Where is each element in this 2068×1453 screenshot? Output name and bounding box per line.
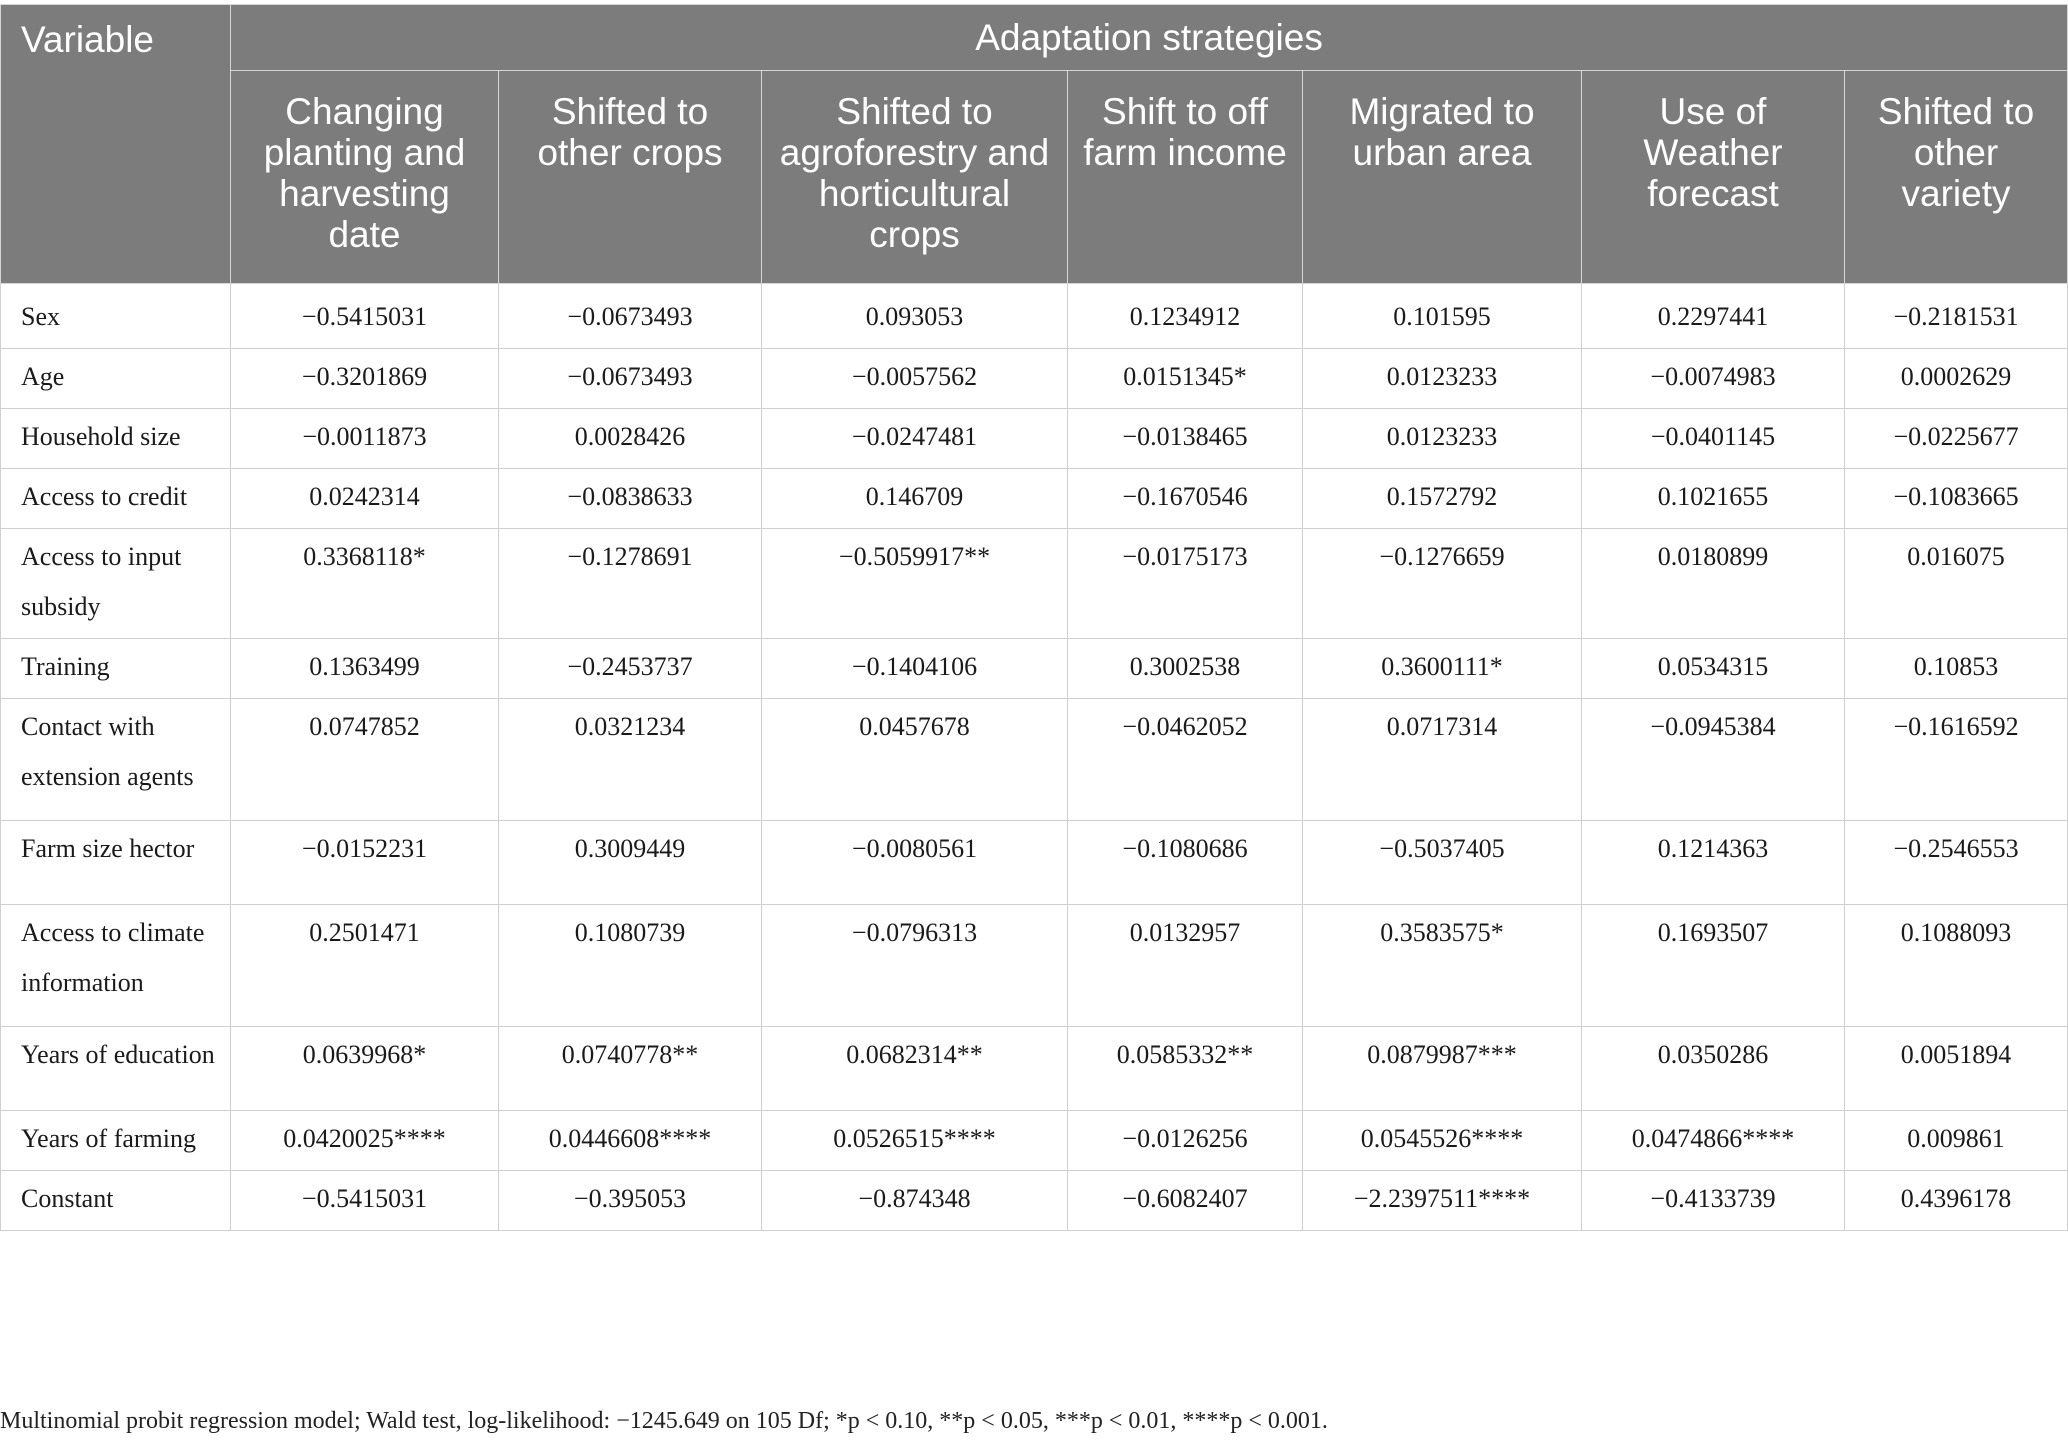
- column-header: Shifted to other variety: [1845, 71, 2068, 284]
- row-label: Age: [1, 349, 231, 409]
- table-cell: 0.3583575*: [1303, 905, 1582, 1027]
- table-cell: −0.0011873: [231, 409, 499, 469]
- column-header: Migrated to urban area: [1303, 71, 1582, 284]
- table-cell: 0.4396178: [1845, 1171, 2068, 1231]
- table-cell: −0.3201869: [231, 349, 499, 409]
- row-label: Farm size hector: [1, 821, 231, 905]
- table-cell: 0.0151345*: [1068, 349, 1303, 409]
- table-cell: −0.5059917**: [762, 529, 1068, 639]
- column-header: Use of Weather forecast: [1582, 71, 1845, 284]
- table-cell: −0.0401145: [1582, 409, 1845, 469]
- table-row: [1, 284, 2068, 349]
- table-cell: 0.0446608****: [499, 1111, 762, 1171]
- table-cell: 0.0420025****: [231, 1111, 499, 1171]
- table-cell: −2.2397511****: [1303, 1171, 1582, 1231]
- row-label: Constant: [1, 1171, 231, 1231]
- table-cell: −0.2181531: [1845, 284, 2068, 349]
- row-label: Training: [1, 639, 231, 699]
- table-cell: 0.10853: [1845, 639, 2068, 699]
- table-cell: −0.0080561: [762, 821, 1068, 905]
- table-cell: −0.5415031: [231, 1171, 499, 1231]
- row-label: Access to credit: [1, 469, 231, 529]
- table-cell: −0.0247481: [762, 409, 1068, 469]
- table-body: [1, 284, 2068, 1231]
- table-cell: −0.4133739: [1582, 1171, 1845, 1231]
- column-header: Changing planting and harvesting date: [231, 71, 499, 284]
- table-cell: −0.0945384: [1582, 699, 1845, 821]
- table-row: [1, 409, 2068, 469]
- table-row: [1, 469, 2068, 529]
- table-cell: 0.0585332**: [1068, 1027, 1303, 1111]
- variable-header: Variable: [1, 5, 231, 284]
- table-cell: −0.0138465: [1068, 409, 1303, 469]
- table-cell: 0.0879987***: [1303, 1027, 1582, 1111]
- table-row: [1, 905, 2068, 1027]
- table-cell: 0.2297441: [1582, 284, 1845, 349]
- table-row: [1, 699, 2068, 821]
- table-cell: 0.0132957: [1068, 905, 1303, 1027]
- table-cell: −0.0126256: [1068, 1111, 1303, 1171]
- table-cell: −0.1080686: [1068, 821, 1303, 905]
- table-cell: −0.2453737: [499, 639, 762, 699]
- table-cell: −0.2546553: [1845, 821, 2068, 905]
- table-cell: −0.5037405: [1303, 821, 1582, 905]
- table-cell: −0.0152231: [231, 821, 499, 905]
- table-cell: 0.2501471: [231, 905, 499, 1027]
- table-cell: 0.0740778**: [499, 1027, 762, 1111]
- table-cell: 0.0457678: [762, 699, 1068, 821]
- table-cell: 0.0123233: [1303, 409, 1582, 469]
- table-cell: 0.1363499: [231, 639, 499, 699]
- table-cell: 0.0526515****: [762, 1111, 1068, 1171]
- table-cell: 0.009861: [1845, 1111, 2068, 1171]
- table-row: [1, 1171, 2068, 1231]
- table-row: [1, 821, 2068, 905]
- row-label: Access to input subsidy: [1, 529, 231, 639]
- table-cell: 0.0534315: [1582, 639, 1845, 699]
- row-label: Access to climate information: [1, 905, 231, 1027]
- table-cell: −0.0225677: [1845, 409, 2068, 469]
- table-row: [1, 529, 2068, 639]
- table-cell: 0.0180899: [1582, 529, 1845, 639]
- table-cell: −0.0673493: [499, 284, 762, 349]
- table-cell: 0.0717314: [1303, 699, 1582, 821]
- table-cell: −0.1083665: [1845, 469, 2068, 529]
- table-header: [1, 5, 2068, 284]
- table-cell: 0.0682314**: [762, 1027, 1068, 1111]
- table-cell: −0.0175173: [1068, 529, 1303, 639]
- table-cell: 0.0028426: [499, 409, 762, 469]
- table-cell: 0.1693507: [1582, 905, 1845, 1027]
- regression-table: [0, 4, 2068, 1231]
- table-cell: 0.101595: [1303, 284, 1582, 349]
- table-cell: 0.3368118*: [231, 529, 499, 639]
- table-cell: 0.1214363: [1582, 821, 1845, 905]
- table-cell: 0.3600111*: [1303, 639, 1582, 699]
- row-label: Contact with extension agents: [1, 699, 231, 821]
- table-row: [1, 639, 2068, 699]
- table-cell: −0.1404106: [762, 639, 1068, 699]
- regression-table-container: [0, 4, 2068, 1231]
- table-footnote: Multinomial probit regression model; Wald test, log-likelihood: −1245.649 on 105 Df; *p < 0.10, **p < 0.05, ***p < 0.01, ****p < 0.001.: [0, 1408, 1328, 1434]
- table-cell: 0.146709: [762, 469, 1068, 529]
- table-cell: 0.016075: [1845, 529, 2068, 639]
- table-row: [1, 349, 2068, 409]
- table-cell: −0.0074983: [1582, 349, 1845, 409]
- table-cell: 0.0002629: [1845, 349, 2068, 409]
- column-header: Shift to off farm income: [1068, 71, 1303, 284]
- column-header: Shifted to agroforestry and horticultural crops: [762, 71, 1068, 284]
- table-cell: −0.395053: [499, 1171, 762, 1231]
- table-cell: 0.0321234: [499, 699, 762, 821]
- table-cell: −0.1276659: [1303, 529, 1582, 639]
- table-cell: −0.1670546: [1068, 469, 1303, 529]
- table-cell: −0.1616592: [1845, 699, 2068, 821]
- table-cell: 0.0350286: [1582, 1027, 1845, 1111]
- table-cell: −0.0838633: [499, 469, 762, 529]
- table-cell: 0.0747852: [231, 699, 499, 821]
- table-row: [1, 1111, 2068, 1171]
- table-cell: −0.1278691: [499, 529, 762, 639]
- table-cell: 0.1080739: [499, 905, 762, 1027]
- table-cell: −0.6082407: [1068, 1171, 1303, 1231]
- table-cell: −0.874348: [762, 1171, 1068, 1231]
- table-cell: 0.0639968*: [231, 1027, 499, 1111]
- table-cell: 0.1088093: [1845, 905, 2068, 1027]
- table-cell: −0.0796313: [762, 905, 1068, 1027]
- table-row: [1, 1027, 2068, 1111]
- table-cell: 0.0474866****: [1582, 1111, 1845, 1171]
- table-cell: −0.0673493: [499, 349, 762, 409]
- table-cell: 0.0123233: [1303, 349, 1582, 409]
- column-header: Shifted to other crops: [499, 71, 762, 284]
- table-cell: 0.0242314: [231, 469, 499, 529]
- table-cell: 0.0051894: [1845, 1027, 2068, 1111]
- table-cell: −0.0462052: [1068, 699, 1303, 821]
- row-label: Years of education: [1, 1027, 231, 1111]
- table-cell: 0.0545526****: [1303, 1111, 1582, 1171]
- table-cell: 0.093053: [762, 284, 1068, 349]
- table-cell: −0.5415031: [231, 284, 499, 349]
- table-cell: −0.0057562: [762, 349, 1068, 409]
- table-cell: 0.3002538: [1068, 639, 1303, 699]
- row-label: Years of farming: [1, 1111, 231, 1171]
- row-label: Sex: [1, 284, 231, 349]
- table-cell: 0.1572792: [1303, 469, 1582, 529]
- table-cell: 0.1234912: [1068, 284, 1303, 349]
- table-cell: 0.3009449: [499, 821, 762, 905]
- table-cell: 0.1021655: [1582, 469, 1845, 529]
- row-label: Household size: [1, 409, 231, 469]
- adaptation-strategies-header: Adaptation strategies: [231, 5, 2068, 71]
